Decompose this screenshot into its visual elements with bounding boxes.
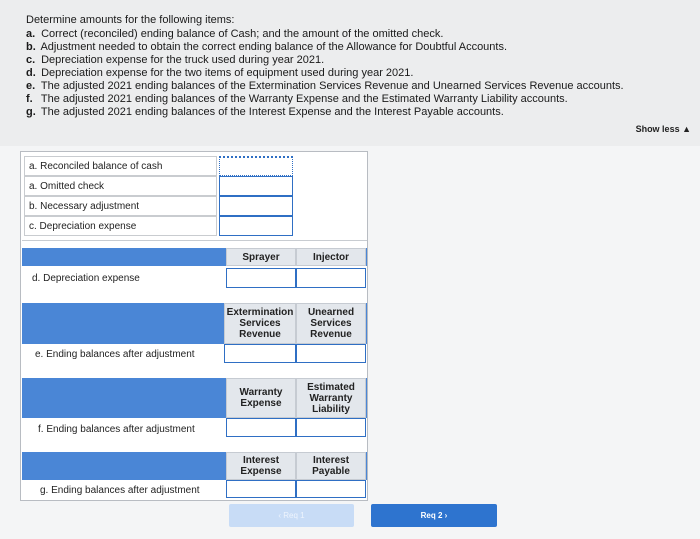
input-d-injector[interactable] [296, 268, 366, 288]
instructions-title: Determine amounts for the following items: [26, 14, 235, 26]
row-label-c-depreciation: c. Depreciation expense [24, 216, 217, 236]
input-a-omitted-check[interactable] [219, 176, 293, 196]
input-f-warranty-expense[interactable] [226, 418, 296, 437]
input-f-estimated-warranty-liability[interactable] [296, 418, 366, 437]
input-g-interest-payable[interactable] [296, 480, 366, 498]
show-less-toggle[interactable]: Show less ▲ [635, 124, 691, 134]
column-header-sprayer: Sprayer [226, 248, 296, 266]
column-header-unearned-services-revenue: Unearned Services Revenue [296, 303, 366, 344]
row-label-a-omitted: a. Omitted check [24, 176, 217, 196]
instruction-item-c: c. Depreciation expense for the truck used during year 2021. [26, 54, 325, 66]
instruction-item-a: a. Correct (reconciled) ending balance of Cash; and the amount of the omitted check. [26, 28, 444, 40]
column-header-warranty-expense: Warranty Expense [226, 378, 296, 418]
instructions-area [0, 0, 700, 146]
instructions [26, 14, 624, 119]
input-a-reconciled-cash[interactable] [219, 156, 293, 176]
row-label-d-depreciation: d. Depreciation expense [32, 273, 140, 284]
row-label-g-ending-balances: g. Ending balances after adjustment [40, 485, 200, 496]
instruction-item-g: g. The adjusted 2021 ending balances of the Interest Expense and the Interest Payable accounts. [26, 106, 504, 118]
req-2-button[interactable]: Req 2 › [371, 504, 497, 527]
divider [22, 240, 367, 241]
input-b-necessary-adjustment[interactable] [219, 196, 293, 216]
input-e-extermination-services-revenue[interactable] [224, 344, 296, 363]
column-header-estimated-warranty-liability: Estimated Warranty Liability [296, 378, 366, 418]
instruction-item-b: b. Adjustment needed to obtain the correct ending balance of the Allowance for Doubtful Accounts. [26, 41, 508, 53]
column-header-interest-expense: Interest Expense [226, 452, 296, 480]
input-c-depreciation-expense[interactable] [219, 216, 293, 236]
row-label-a-reconciled: a. Reconciled balance of cash [24, 156, 217, 176]
input-g-interest-expense[interactable] [226, 480, 296, 498]
instruction-item-d: d. Depreciation expense for the two items of equipment used during year 2021. [26, 67, 414, 79]
instruction-item-f: f. The adjusted 2021 ending balances of the Warranty Expense and the Estimated Warranty Liability accounts. [26, 93, 568, 105]
row-label-e-ending-balances: e. Ending balances after adjustment [35, 349, 195, 360]
column-header-extermination-services-revenue: Extermination Services Revenue [224, 303, 296, 344]
row-label-f-ending-balances: f. Ending balances after adjustment [38, 424, 195, 435]
row-label-b-adjustment: b. Necessary adjustment [24, 196, 217, 216]
instruction-item-e: e. The adjusted 2021 ending balances of the Extermination Services Revenue and Unearned Services Revenue accounts. [26, 80, 624, 92]
column-header-interest-payable: Interest Payable [296, 452, 366, 480]
input-d-sprayer[interactable] [226, 268, 296, 288]
answer-form [20, 151, 368, 501]
column-header-injector: Injector [296, 248, 366, 266]
input-e-unearned-services-revenue[interactable] [296, 344, 366, 363]
req-1-button[interactable]: ‹ Req 1 [229, 504, 354, 527]
